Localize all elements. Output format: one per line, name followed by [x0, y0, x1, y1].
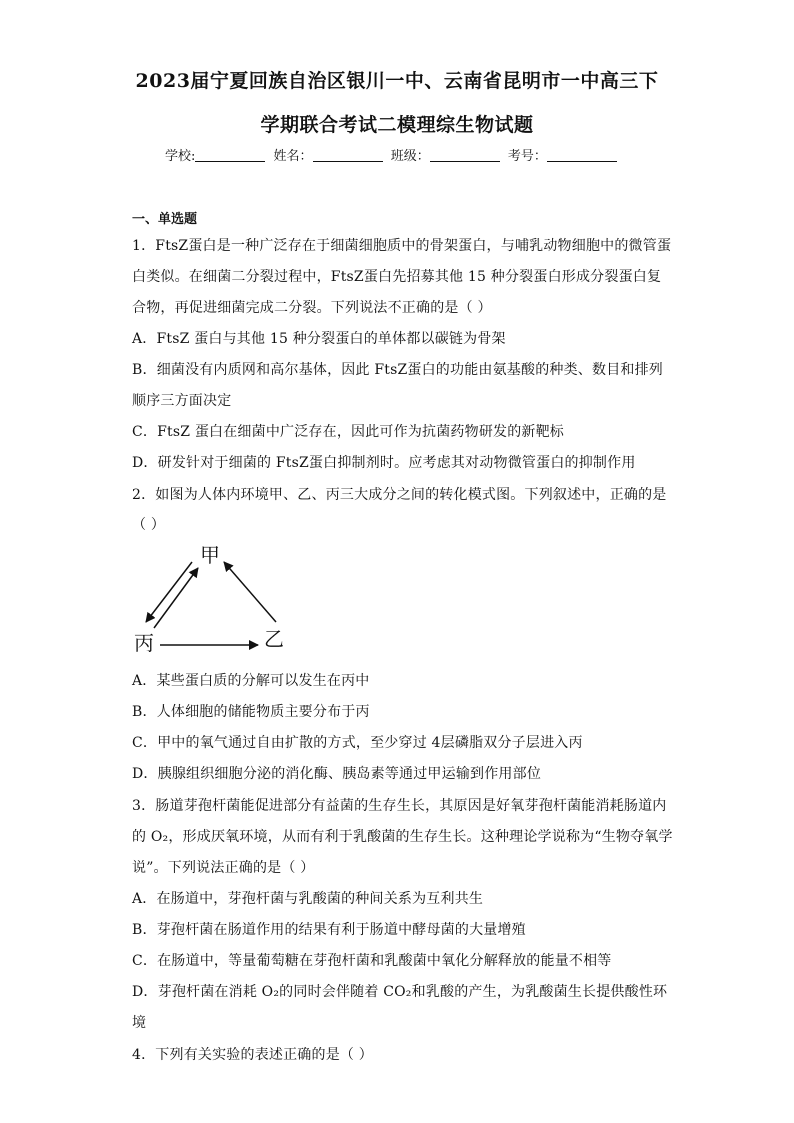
exam-title-line-2: 学期联合考试二模理综生物试题	[260, 114, 534, 136]
q2-option-a: A．某些蛋白质的分解可以发生在丙中	[132, 673, 370, 689]
school-blank[interactable]	[195, 149, 265, 162]
class-label: 班级：	[390, 149, 430, 164]
exam-number-blank[interactable]	[547, 149, 617, 162]
q1-option-c: C．FtsZ 蛋白在细菌中广泛存在，因此可作为抗菌药物研发的新靶标	[132, 424, 565, 440]
name-blank[interactable]	[313, 149, 383, 162]
q1-stem-line-2: 白类似。在细菌二分裂过程中，FtsZ蛋白先招募其他 15 种分裂蛋白形成分裂蛋白复	[132, 269, 662, 285]
class-blank[interactable]	[430, 149, 500, 162]
q1-stem-line-1: 1．FtsZ蛋白是一种广泛存在于细菌细胞质中的骨架蛋白，与哺乳动物细胞中的微管蛋	[132, 238, 672, 254]
arrow-jia-to-bing	[146, 562, 192, 622]
exam-title-line-1: 2023届宁夏回族自治区银川一中、云南省昆明市一中高三下	[135, 70, 659, 92]
q3-option-d: D．芽孢杆菌在消耗 O₂的同时会伴随着 CO₂和乳酸的产生，为乳酸菌生长提供酸性环	[132, 984, 668, 1000]
q2-option-c: C．甲中的氧气通过自由扩散的方式，至少穿过 4层磷脂双分子层进入丙	[132, 735, 583, 751]
arrow-bing-to-jia	[154, 568, 198, 628]
q2-stem-line-1: 2．如图为人体内环境甲、乙、丙三大成分之间的转化模式图。下列叙述中，正确的是	[132, 487, 667, 503]
body-fluid-conversion-diagram	[130, 540, 300, 660]
arrow-yi-to-jia	[224, 562, 276, 622]
label-jia: 甲	[200, 543, 220, 567]
student-info-row	[165, 145, 621, 164]
q1-option-a: A．FtsZ 蛋白与其他 15 种分裂蛋白的单体都以碳链为骨架	[132, 331, 506, 347]
exam-number-label: 考号：	[507, 149, 547, 164]
name-label: 姓名：	[273, 149, 313, 164]
q3-option-b: B．芽孢杆菌在肠道作用的结果有利于肠道中酵母菌的大量增殖	[132, 922, 526, 938]
q4-stem-line-1: 4．下列有关实验的表述正确的是（ ）	[132, 1047, 373, 1063]
section-heading: 一、单选题	[132, 212, 198, 227]
q2-option-d: D．胰腺组织细胞分泌的消化酶、胰岛素等通过甲运输到作用部位	[132, 766, 542, 782]
label-bing: 丙	[134, 631, 154, 655]
label-yi: 乙	[264, 627, 284, 651]
school-label: 学校:	[165, 149, 196, 164]
q3-option-c: C．在肠道中，等量葡萄糖在芽孢杆菌和乳酸菌中氧化分解释放的能量不相等	[132, 953, 612, 969]
q2-stem-line-2: （ ）	[132, 517, 166, 533]
q3-option-d-cont: 境	[132, 1015, 147, 1031]
q3-stem-line-2: 的 O₂，形成厌氧环境，从而有利于乳酸菌的生存生长。这种理论学说称为“生物夺氧学	[132, 829, 673, 845]
q1-option-b-cont: 顺序三方面决定	[132, 393, 232, 409]
q1-option-d: D．研发针对于细菌的 FtsZ蛋白抑制剂时。应考虑其对动物微管蛋白的抑制作用	[132, 455, 636, 471]
q3-stem-line-3: 说”。下列说法正确的是（ ）	[132, 860, 315, 876]
q1-stem-line-3: 合物，再促进细菌完成二分裂。下列说法不正确的是（ ）	[132, 300, 492, 316]
q3-option-a: A．在肠道中，芽孢杆菌与乳酸菌的种间关系为互利共生	[132, 891, 484, 907]
q1-option-b: B．细菌没有内质网和高尔基体，因此 FtsZ蛋白的功能由氨基酸的种类、数目和排列	[132, 362, 663, 378]
q3-stem-line-1: 3．肠道芽孢杆菌能促进部分有益菌的生存生长，其原因是好氧芽孢杆菌能消耗肠道内	[132, 798, 667, 814]
q2-option-b: B．人体细胞的储能物质主要分布于丙	[132, 704, 370, 720]
